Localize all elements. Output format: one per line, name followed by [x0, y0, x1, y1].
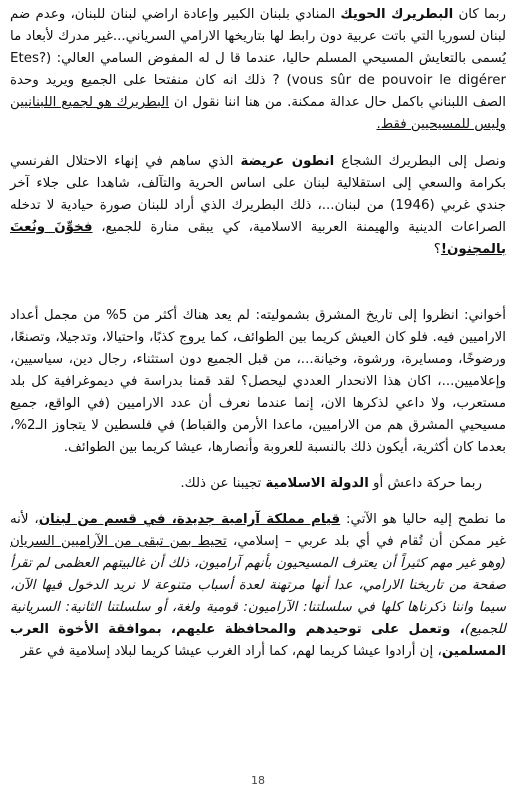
text-run: ربما حركة داعش أو — [368, 476, 482, 491]
text-run: الذي ساهم في إنهاء الاحتلال الفرنسي بكرامة والسعي إلى استقلالية لبنان على اساس الحرية والتآلف، شاهدا على جلاء آخر جندي غربي (1946) من لبنان...، ذلك البطريرك الذي أراد للبنان صورة حيادية لا تدخله الصراعات الدينية والهيمنة العربية الاسلامية، كي يبقى منارة للجميع، — [10, 154, 506, 235]
paragraph-daesh — [10, 473, 506, 495]
name-patriarch-hoayek: البطريرك الحويك — [340, 7, 454, 22]
paragraph-hoayek — [10, 4, 506, 136]
bold-unify-clause: ، وتعمل على توحيدهم والمحافظة عليهم، بموافقة الأخوة العرب المسلمين — [10, 622, 506, 659]
paragraph-arida — [10, 151, 506, 261]
paragraph-brothers — [10, 305, 506, 459]
document-page — [10, 4, 506, 799]
text-run: ) ? ذلك انه كان منفتحا على الجميع ويريد وحدة الصف اللبناني باكمل حال عدالة ممكنة. من هنا اننا نقول ان — [10, 73, 506, 110]
text-run: ربما كان — [453, 7, 506, 22]
underlined-emphasis: فخوِّنَ ونُعتَ بالمجنون! — [10, 220, 506, 257]
underlined-aramean-kingdom: قيام مملكة آرامية جديدة، في قسم من لبنان — [38, 512, 341, 527]
name-anton-arida: انطون عريضة — [240, 154, 335, 169]
text-run: ونصل إلى البطريرك الشجاع — [334, 154, 506, 169]
text-run: أخواني: انظروا إلى تاريخ المشرق بشموليته: لم يعد هناك أكثر من 5% من مجمل أعداد الاراميين فيه. فلو كان العيش كريما بين الطوائف، كما يروج كذبًا، واحتيالا، وتدجيلا، وتصنعًا، ورضوخًا، ومسايرة، ورشوة، وخيانة...، من قبل الجميع دون استثناء، رجال دين، سياسيين، وإعلاميين...، اكان هذا الانحدار العددي ليحصل؟ لقد قمنا بدراسة في ديموغرافية كل بلد مستعرب، ولا داعي لذكرها الان، إنما عندما نعرف أن عدد الاراميين (في الواقع، جميع مسيحيي المشرق هم من الاراميين، ماعدا الأرمن والقباط) في فلسطين لا يتجاوز الـ2%، بعدما كان أكثرية، أيكون ذلك بالنسبة للعروبة وأنصارها، عيشا كريما بين الطوائف. — [10, 308, 506, 455]
paragraph-aspiration — [10, 509, 506, 663]
french-quote: Etes vous sûr de pouvoir le digérer — [10, 51, 506, 88]
underlined-conclusion: البطريرك هو لجميع اللبنانيين وليس للمسيحيين فقط. — [10, 95, 506, 132]
italic-parenthetical: (وهو غير مهم كثيراً أن يعترف المسيحيون بأنهم آراميون، ذلك أن غالبيتهم العظمى لم تقرأ صفحة من تاريخنا الارامي، عدا أنها مرتهنة لعدة أسباب متنوعة لا نريد الدخول فيها الآن، سيما واننا ذكرناها كلها في سلسلتنا: الآراميون: قومية ولغة، أو سلسلتنا الثانية: السريانية للجميع) — [10, 556, 506, 637]
bold-islamic-state: الدولة الاسلامية — [265, 476, 369, 491]
text-run: ؟ — [433, 242, 441, 257]
text-run: ، إن أرادوا عيشا كريما لهم، كما أراد الغرب عيشا كريما لبلاد إسلامية في عقر — [20, 644, 442, 659]
text-run: المنادي بلبنان الكبير وإعادة اراضي لبنان للبنان، وعدم ضم لبنان لسوريا التي باتت عربية دون رابط لها بتاريخها الارامي السرياني...غير مدرك لأبعاد ما يُسمى بالتعايش المسيحي المسلم حاليا، عندما قا ل له المفوض السامي العالي: (? — [10, 7, 506, 66]
page-number: 18 — [251, 774, 265, 787]
text-run: ، لأنه غير ممكن أن تُقام في أي بلد عربي – إسلامي، — [10, 512, 506, 549]
text-run: ما نطمح إليه حاليا هو الآتي: — [340, 512, 507, 527]
text-run: تجيبنا عن ذلك. — [180, 476, 266, 491]
underlined-surround-arameans: تحيط بمن تبقى من الآراميين السريان — [10, 534, 227, 549]
